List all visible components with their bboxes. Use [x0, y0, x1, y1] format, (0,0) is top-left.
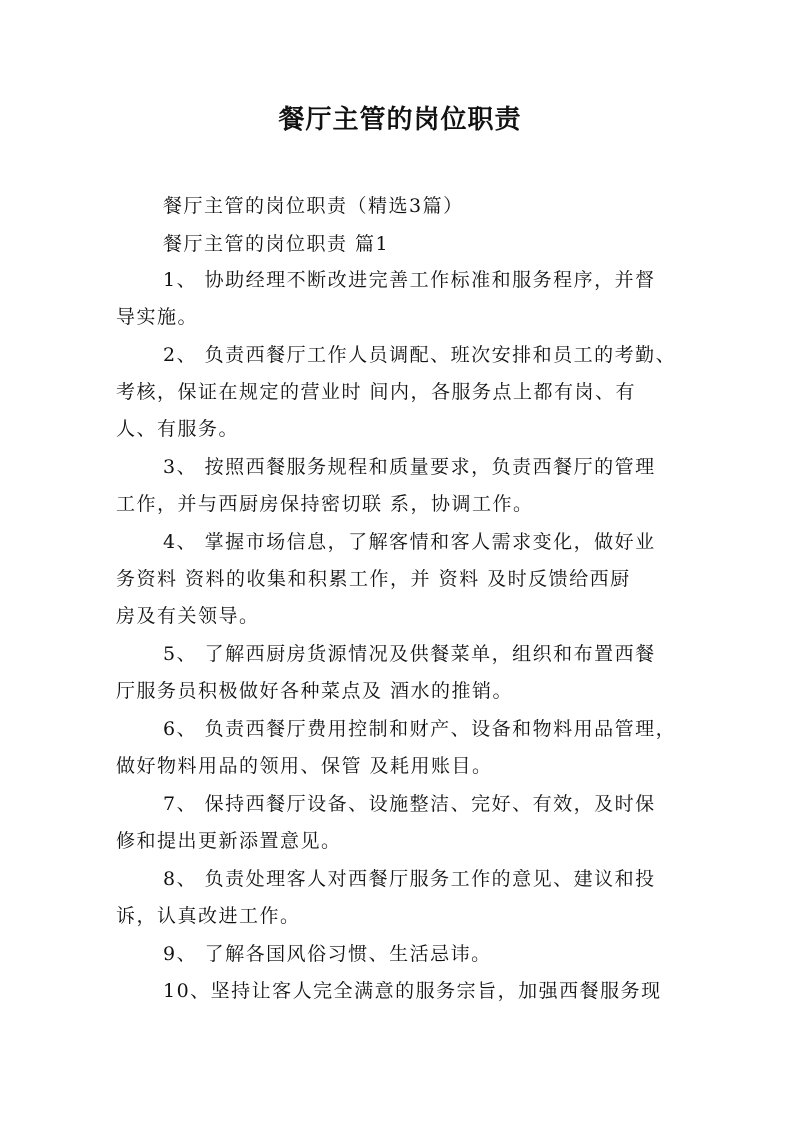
paragraph-line: 4、 掌握市场信息，了解客情和客人需求变化，做好业 [163, 531, 656, 553]
document-subtitle: 餐厅主管的岗位职责（精选3篇） [163, 195, 464, 217]
paragraph-line: 人、有服务。 [116, 418, 240, 440]
paragraph-line: 1、 协助经理不断改进完善工作标准和服务程序，并督 [163, 269, 656, 291]
document-title: 餐厅主管的岗位职责 [278, 105, 522, 135]
paragraph-line: 厅服务员积极做好各种菜点及 酒水的推销。 [116, 680, 514, 702]
paragraph-line: 8、 负责处理客人对西餐厅服务工作的意见、建议和投 [163, 868, 656, 890]
paragraph-line: 修和提出更新添置意见。 [116, 830, 342, 852]
section-heading: 餐厅主管的岗位职责 篇1 [163, 233, 390, 255]
paragraph-line: 9、 了解各国风俗习惯、生活忌讳。 [163, 943, 492, 965]
paragraph-line: 3、 按照西餐服务规程和质量要求，负责西餐厅的管理 [163, 456, 656, 478]
paragraph-line: 2、 负责西餐厅工作人员调配、班次安排和员工的考勤、 [163, 344, 677, 366]
paragraph-line: 5、 了解西厨房货源情况及供餐菜单，组织和布置西餐 [163, 643, 656, 665]
paragraph-line: 诉，认真改进工作。 [116, 905, 301, 927]
paragraph-line: 10、坚持让客人完全满意的服务宗旨，加强西餐服务现 [163, 980, 662, 1002]
paragraph-line: 考核，保证在规定的营业时 间内，各服务点上都有岗、有 [116, 381, 637, 403]
paragraph-line: 务资料 资料的收集和积累工作，并 资料 及时反馈给西厨 [116, 568, 631, 590]
paragraph-line: 7、 保持西餐厅设备、设施整洁、完好、有效，及时保 [163, 793, 656, 815]
paragraph-line: 做好物料用品的领用、保管 及耗用账目。 [116, 755, 493, 777]
paragraph-line: 6、 负责西餐厅费用控制和财产、设备和物料用品管理， [163, 718, 677, 740]
paragraph-line: 导实施。 [116, 306, 199, 328]
paragraph-line: 房及有关领导。 [116, 605, 260, 627]
paragraph-line: 工作，并与西厨房保持密切联 系，协调工作。 [116, 493, 534, 515]
